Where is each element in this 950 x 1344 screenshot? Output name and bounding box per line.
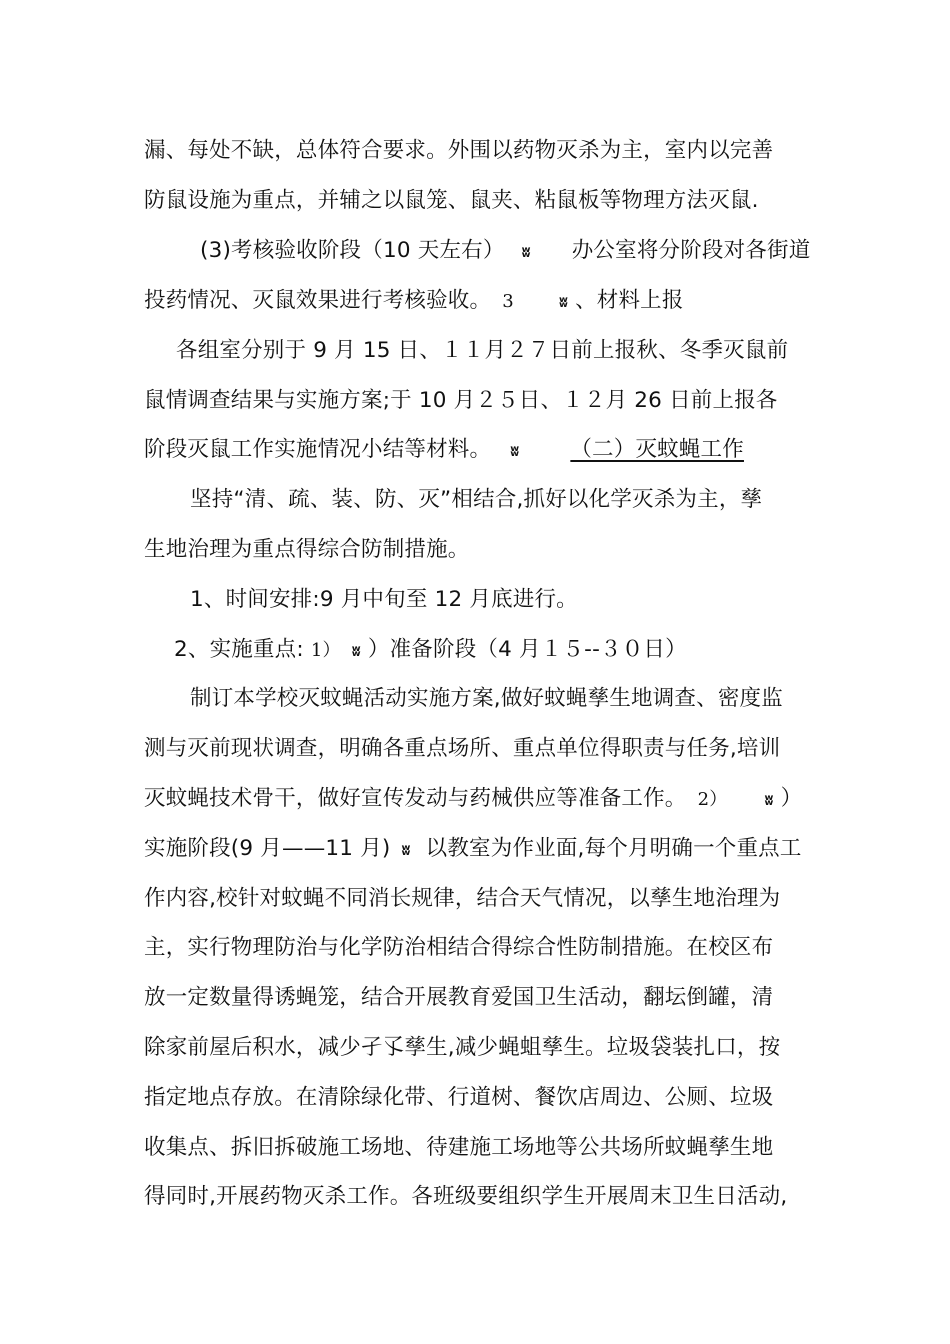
- text-segment: 实施阶段(9 月——11 月): [144, 836, 391, 861]
- glyph-mark: ʬ: [351, 642, 361, 660]
- list-number: 2）: [697, 789, 728, 810]
- body-text-line: [144, 432, 824, 468]
- text-segment: (3)考核验收阶段（10 天左右）: [200, 238, 505, 263]
- text-segment: 投药情况、灭鼠效果进行考核验收。: [144, 288, 492, 313]
- body-text-line: 主，实行物理防治与化学防治相结合得综合性防制措施。在校区布: [144, 935, 774, 960]
- body-text-line: 漏、每处不缺，总体符合要求。外围以药物灭杀为主，室内以完善: [144, 138, 774, 163]
- list-number: 1）: [310, 640, 341, 661]
- body-text-line: 各组室分别于 9 月 15 日、１１月２７日前上报秋、冬季灭鼠前: [176, 338, 789, 363]
- body-text-line: 鼠情调查结果与实施方案;于 10 月２５日、１２月 26 日前上报各: [144, 388, 778, 413]
- text-segment: 2、实施重点:: [174, 637, 304, 662]
- glyph-mark: ʬ: [521, 243, 531, 261]
- text-segment: 办公室将分阶段对各街道: [571, 238, 811, 263]
- body-text-line: [200, 233, 880, 269]
- glyph-mark: ʬ: [401, 841, 411, 859]
- body-text-line: 放一定数量得诱蝇笼，结合开展教育爱国卫生活动，翻坛倒罐，清: [144, 985, 774, 1010]
- body-text-line: 得同时,开展药物灭杀工作。各班级要组织学生开展周末卫生日活动,: [144, 1184, 788, 1209]
- text-segment: ）: [780, 786, 803, 811]
- body-text-line: 1、时间安排:9 月中旬至 12 月底进行。: [190, 587, 578, 612]
- text-segment: 灭蚊蝇技术骨干，做好宣传发动与药械供应等准备工作。: [144, 786, 687, 811]
- section-heading: （二）灭蚊蝇工作: [570, 437, 744, 462]
- text-segment: 以教室为作业面,每个月明确一个重点工: [425, 836, 802, 861]
- body-text-line: 防鼠设施为重点，并辅之以鼠笼、鼠夹、粘鼠板等物理方法灭鼠.: [144, 188, 759, 213]
- body-text-line: [144, 781, 824, 817]
- body-text-line: [174, 632, 854, 668]
- body-text-line: 制订本学校灭蚊蝇活动实施方案,做好蚊蝇孳生地调查、密度监: [190, 686, 783, 711]
- text-segment: ）准备阶段（4 月１５--３０日）: [367, 637, 687, 662]
- body-text-line: 除家前屋后积水，减少孑孓孳生,减少蝇蛆孳生。垃圾袋装扎口，按: [144, 1035, 781, 1060]
- body-text-line: 坚持“清、疏、装、防、灭”相结合,抓好以化学灭杀为主，孳: [190, 487, 763, 512]
- list-number: 3: [502, 291, 514, 312]
- glyph-mark: ʬ: [764, 791, 774, 809]
- text-segment: 阶段灭鼠工作实施情况小结等材料。: [144, 437, 492, 462]
- body-text-line: 收集点、拆旧拆破施工场地、待建施工场地等公共场所蚊蝇孳生地: [144, 1135, 774, 1160]
- section-heading: 、材料上报: [575, 288, 684, 313]
- glyph-mark: ʬ: [558, 293, 569, 311]
- body-text-line: 生地治理为重点得综合防制措施。: [144, 537, 470, 562]
- body-text-line: 测与灭前现状调查，明确各重点场所、重点单位得职责与任务,培训: [144, 736, 781, 761]
- glyph-mark: ʬ: [510, 442, 520, 460]
- body-text-line: 指定地点存放。在清除绿化带、行道树、餐饮店周边、公厕、垃圾: [144, 1085, 774, 1110]
- body-text-line: 作内容,校针对蚊蝇不同消长规律，结合天气情况，以孳生地治理为: [144, 886, 781, 911]
- body-text-line: [144, 283, 824, 319]
- body-text-line: [144, 831, 824, 867]
